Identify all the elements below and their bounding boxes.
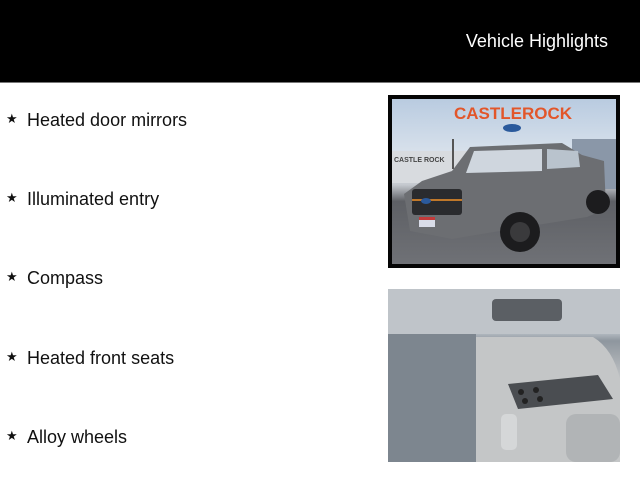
highlight-label: Heated door mirrors [27,110,188,130]
door-panel-illustration [388,289,620,462]
svg-text:CASTLE ROCK: CASTLE ROCK [394,157,445,164]
highlight-item [6,268,103,289]
header-bar [0,0,640,83]
highlight-item [6,348,174,369]
highlight-item [6,110,187,131]
highlight-label: Heated front seats [27,348,175,368]
highlight-label: Alloy wheels [27,427,128,447]
star-icon: ★ [6,349,18,364]
ford-logo-icon [503,124,521,132]
star-icon: ★ [6,428,18,443]
truck-exterior-photo [388,95,620,268]
door-interior-photo [388,289,620,462]
page-title: Vehicle Highlights [465,31,608,51]
speaker-grille [566,414,620,462]
highlight-label: Illuminated entry [27,189,160,209]
highlight-item [6,189,159,210]
highlight-label: Compass [27,268,104,288]
door-handle-icon [492,299,562,321]
highlight-item [6,427,127,448]
star-icon: ★ [6,190,18,205]
truck-illustration [392,99,616,264]
star-icon: ★ [6,269,18,284]
star-icon: ★ [6,111,18,126]
sign-text: CASTLEROCK [454,104,573,123]
